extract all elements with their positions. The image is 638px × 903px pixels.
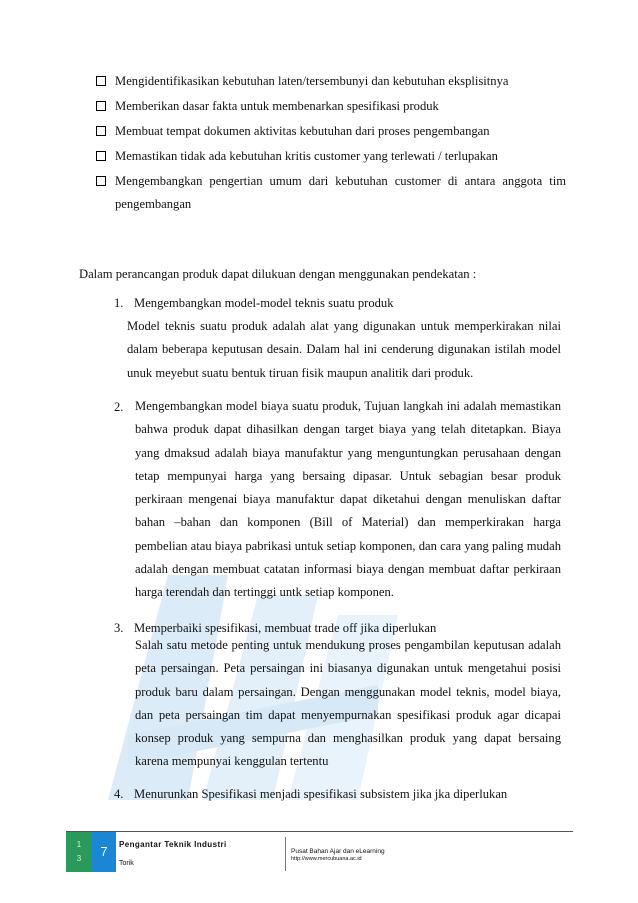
item-title: Memperbaiki spesifikasi, membuat trade off jika diperlukan: [134, 621, 437, 635]
footer-course-title: Pengantar Teknik Industri: [119, 840, 227, 849]
footer-side-top: 1: [76, 840, 82, 849]
list-item: [96, 123, 566, 139]
item-number: 1.: [114, 296, 124, 310]
page-number: 7: [92, 832, 116, 872]
list-item: [96, 170, 566, 216]
list-item: [96, 148, 566, 164]
page-footer: [66, 831, 573, 871]
intro-paragraph: Dalam perancangan produk dapat dilukuan dengan menggunakan pendekatan :: [79, 267, 477, 281]
item-number: 2.: [114, 400, 124, 414]
list-item-text: Memberikan dasar fakta untuk membenarkan spesifikasi produk: [115, 99, 439, 113]
footer-side-bottom: 3: [76, 854, 82, 863]
objective-list: [96, 73, 566, 225]
footer-author: Torik: [119, 860, 134, 867]
footer-side-block: [66, 832, 92, 872]
item-number: 4.: [114, 787, 124, 801]
list-item: [96, 98, 566, 114]
footer-divider: [66, 831, 573, 832]
item-body: Salah satu metode penting untuk mendukung proses pengambilan keputusan adalah peta persaingan. Peta persaingan ini biasanya digunakan untuk mengetahui posisi produk baru dalam persaingan. Dengan menggunakan model teknis, model biaya, dan peta persaingan tim dapat menyempurnakan spesifikasi produk agar dicapai konsep produk yang sempurna dan menghasilkan produk yang dapat bersaing karena mempunyai kenggulan tertentu: [135, 638, 561, 769]
item-body: Mengembangkan model biaya suatu produk, Tujuan langkah ini adalah memastikan bahwa produk dapat dihasilkan dengan target biaya yang telah ditetapkan. Biaya yang dmaksud adalah biaya manufaktur yang menguntungkan perusahaan dengan tetap mempunyai harga yang bersaing dipasar. Untuk sebagian besar produk perkiraan mengenai biaya manufaktur dapat diketahui dengan menuliskan daftar bahan –bahan dan komponen (Bill of Material) dan memperkirakan harga pembelian atau biaya pabrikasi untuk setiap komponen, dan cara yang paling mudah adalah dengan membuat catatan informasi biaya dengan membuat daftar perkiraan harga terendah dan tertinggi untk setiap komponen.: [135, 399, 561, 600]
item-title: Mengembangkan model-model teknis suatu produk: [134, 296, 394, 310]
item-number: 3.: [114, 621, 124, 635]
checkbox-bullet-icon: [96, 126, 106, 136]
checkbox-bullet-icon: [96, 176, 106, 186]
list-item: [96, 73, 566, 89]
checkbox-bullet-icon: [96, 151, 106, 161]
list-item-text: Mengidentifikasikan kebutuhan laten/tersembunyi dan kebutuhan eksplisitnya: [115, 74, 509, 88]
checkbox-bullet-icon: [96, 101, 106, 111]
footer-url: http://www.mercubuana.ac.id: [291, 856, 362, 862]
list-item-text: Memastikan tidak ada kebutuhan kritis customer yang terlewati / terlupakan: [115, 149, 498, 163]
list-item-text: Mengembangkan pengertian umum dari kebutuhan customer di antara anggota tim pengembangan: [115, 174, 566, 211]
item-title: Menurunkan Spesifikasi menjadi spesifikasi subsistem jika jka diperlukan: [134, 787, 508, 801]
footer-center-name: Pusat Bahan Ajar dan eLearning: [291, 848, 385, 855]
checkbox-bullet-icon: [96, 76, 106, 86]
footer-separator: [285, 837, 286, 871]
item-body: Model teknis suatu produk adalah alat yang digunakan untuk memperkirakan nilai dalam beberapa keputusan desain. Dalam hal ini cenderung digunakan istilah model unuk meyebut suatu bentuk tiruan fisik maupun analitik dari produk.: [127, 319, 561, 380]
list-item-text: Membuat tempat dokumen aktivitas kebutuhan dari proses pengembangan: [115, 124, 490, 138]
